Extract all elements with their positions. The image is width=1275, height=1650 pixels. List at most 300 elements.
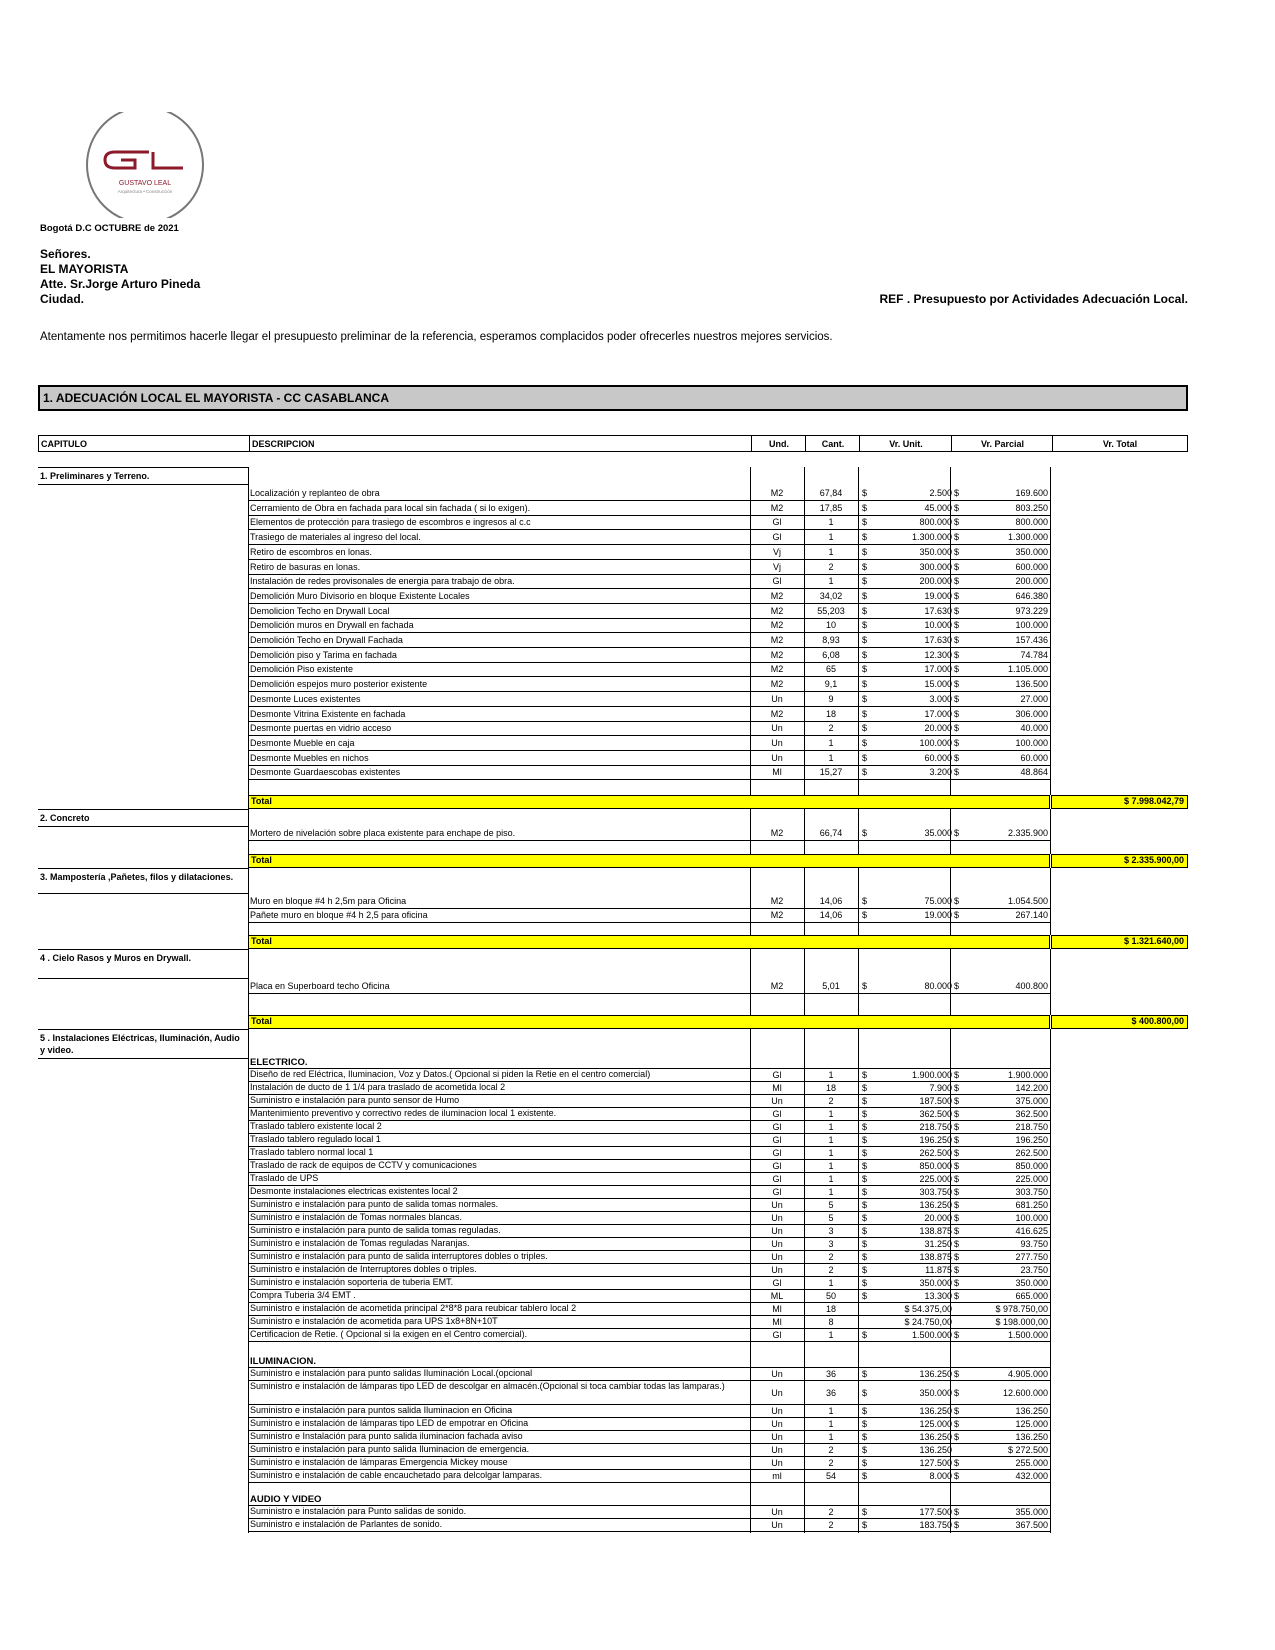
- item-description: Demolición piso y Tarima en fachada: [250, 649, 397, 660]
- item-partial-value: 74.784: [1020, 649, 1048, 660]
- currency-symbol: $: [862, 1369, 868, 1379]
- item-quantity: 17,85: [819, 502, 843, 513]
- currency-symbol: $: [862, 1083, 868, 1093]
- item-unit: Un: [771, 1432, 783, 1442]
- item-partial-value: 267.140: [1015, 910, 1048, 920]
- item-quantity: 1: [828, 1419, 834, 1429]
- item-unit-value: 200.000: [919, 576, 952, 587]
- item-quantity: 34,02: [819, 590, 843, 601]
- item-unit: Un: [771, 693, 783, 704]
- item-partial-value: 432.000: [1015, 1471, 1048, 1481]
- item-quantity: 2: [828, 1445, 834, 1455]
- item-description: Suministro e instalación de Parlantes de sonido.: [250, 1519, 443, 1529]
- item-quantity: 2: [828, 1252, 834, 1262]
- item-partial-value: 1.105.000: [1007, 664, 1048, 675]
- item-description: Desmonte Vitrina Existente en fachada: [250, 708, 406, 719]
- item-quantity: 50: [825, 1291, 836, 1301]
- currency-symbol: $: [954, 1265, 960, 1275]
- city-line: Ciudad.: [40, 292, 84, 306]
- item-partial-value: $ 272.500: [1007, 1445, 1048, 1455]
- currency-symbol: $: [954, 1252, 960, 1262]
- item-description: Suministro e instalación para punto salidas Iluminación Local.(opcional: [250, 1368, 533, 1378]
- currency-symbol: $: [862, 1135, 868, 1145]
- item-unit: M2: [770, 679, 784, 690]
- item-unit-value: 1.300.000: [911, 532, 952, 543]
- currency-symbol: $: [954, 1239, 960, 1249]
- table-row: [248, 560, 1051, 575]
- item-quantity: 1: [828, 1161, 834, 1171]
- item-unit-value: 20.000: [924, 723, 952, 734]
- currency-symbol: $: [862, 620, 868, 631]
- currency-symbol: $: [954, 620, 960, 631]
- item-unit: Gl: [772, 1278, 782, 1288]
- table-row: [248, 1212, 1051, 1225]
- currency-symbol: $: [954, 1135, 960, 1145]
- item-unit: ML: [770, 1291, 784, 1301]
- col-descripcion: DESCRIPCION: [249, 436, 754, 451]
- item-description: Traslado de rack de equipos de CCTV y comunicaciones: [250, 1160, 477, 1170]
- table-row: [248, 515, 1051, 530]
- col-vr-parcial: Vr. Parcial: [951, 436, 1053, 451]
- item-description: Demolicion Techo en Drywall Local: [250, 605, 390, 616]
- item-quantity: 1: [828, 517, 834, 528]
- item-description: Certificacion de Retie. ( Opcional si la exigen en el Centro comercial).: [250, 1329, 528, 1339]
- currency-symbol: $: [862, 1432, 868, 1442]
- item-unit-value: 138.875: [919, 1226, 952, 1236]
- group-header: AUDIO Y VIDEO: [248, 1493, 1051, 1506]
- item-description: Retiro de basuras en lonas.: [250, 561, 361, 572]
- item-unit: Un: [771, 1406, 783, 1416]
- reference-line: REF . Presupuesto por Actividades Adecuación Local.: [879, 292, 1188, 306]
- item-unit-value: 35.000: [924, 828, 952, 838]
- item-quantity: 1: [828, 1174, 834, 1184]
- item-description: Desmonte Luces existentes: [250, 693, 361, 704]
- item-partial-value: 416.625: [1015, 1226, 1048, 1236]
- item-unit-value: 7.900: [929, 1083, 952, 1093]
- currency-symbol: $: [862, 1419, 868, 1429]
- item-partial-value: 218.750: [1015, 1122, 1048, 1132]
- currency-symbol: $: [954, 737, 960, 748]
- item-unit: Gl: [772, 1070, 782, 1080]
- table-row: [248, 721, 1051, 736]
- item-partial-value: 350.000: [1015, 546, 1048, 557]
- table-row: [248, 826, 1051, 841]
- currency-symbol: $: [954, 896, 960, 906]
- currency-symbol: $: [954, 708, 960, 719]
- table-row: [248, 1069, 1051, 1082]
- item-description: Suministro e instalación para punto de salida tomas normales.: [250, 1199, 499, 1209]
- item-unit-value: 80.000: [924, 981, 952, 991]
- currency-symbol: $: [862, 1471, 868, 1481]
- chapter-title: 4 . Cielo Rasos y Muros en Drywall.: [38, 949, 248, 979]
- currency-symbol: $: [862, 1239, 868, 1249]
- item-unit-value: 138.875: [919, 1252, 952, 1262]
- item-unit-value: 136.250: [919, 1406, 952, 1416]
- currency-symbol: $: [862, 1122, 868, 1132]
- table-row: [248, 1405, 1051, 1418]
- item-partial-value: 4.905.000: [1007, 1369, 1048, 1379]
- item-description: Demolición Techo en Drywall Fachada: [250, 635, 403, 645]
- item-unit-value: 127.500: [919, 1458, 952, 1468]
- item-partial-value: 48.864: [1020, 767, 1048, 778]
- item-quantity: 1: [828, 737, 834, 748]
- item-unit-value: 8.000: [929, 1471, 952, 1481]
- item-description: Suministro e instalación para punto sensor de Humo: [250, 1095, 460, 1105]
- item-description: Suministro e instalación de lámparas tipo LED de empotrar en Oficina: [250, 1418, 529, 1428]
- table-row: [248, 1160, 1051, 1173]
- item-partial-value: 850.000: [1015, 1161, 1048, 1171]
- col-cant: Cant.: [805, 436, 860, 451]
- table-row: [248, 1186, 1051, 1199]
- item-partial-value: 1.900.000: [1007, 1070, 1048, 1080]
- item-quantity: 36: [825, 1388, 836, 1398]
- currency-symbol: $: [862, 737, 868, 748]
- currency-symbol: $: [862, 1096, 868, 1106]
- item-unit: Un: [771, 1458, 783, 1468]
- item-unit: Gl: [772, 1135, 782, 1145]
- item-unit: Gl: [772, 532, 782, 543]
- item-unit: Ml: [772, 1083, 782, 1093]
- item-partial-value: 225.000: [1015, 1174, 1048, 1184]
- item-partial-value: 803.250: [1015, 502, 1048, 513]
- chapter-total-value: $ 2.335.900,00: [1051, 854, 1188, 868]
- currency-symbol: $: [954, 488, 960, 498]
- item-partial-value: 169.600: [1015, 488, 1048, 498]
- col-vr-unit: Vr. Unit.: [859, 436, 952, 451]
- item-description: Suministro e instalación soporteria de tuberia EMT.: [250, 1277, 454, 1287]
- item-unit-value: 800.000: [919, 517, 952, 528]
- item-quantity: 54: [825, 1471, 836, 1481]
- item-unit-value: 136.250: [919, 1432, 952, 1442]
- item-unit: Gl: [772, 1122, 782, 1132]
- item-unit-value: 3.200: [929, 767, 952, 778]
- item-description: Diseño de red Eléctrica, Iluminacion, Voz y Datos.( Opcional si piden la Retie en el centro comercial): [250, 1069, 651, 1079]
- table-row: [248, 1316, 1051, 1329]
- item-unit: M2: [770, 828, 784, 838]
- currency-symbol: $: [862, 1278, 868, 1288]
- chapter-total-value: $ 1.321.640,00: [1051, 935, 1188, 949]
- item-unit: Un: [771, 1252, 783, 1262]
- table-row: [248, 1082, 1051, 1095]
- table-row: [248, 1147, 1051, 1160]
- item-description: Demolición espejos muro posterior existente: [250, 679, 428, 690]
- item-unit: Un: [771, 752, 783, 763]
- item-description: Instalación de redes provisonales de energia para trabajo de obra.: [250, 576, 515, 587]
- item-unit: Vj: [772, 561, 781, 572]
- table-row: [248, 1290, 1051, 1303]
- currency-symbol: $: [862, 1388, 868, 1398]
- item-quantity: 2: [828, 1458, 834, 1468]
- item-unit-value: 218.750: [919, 1122, 952, 1132]
- item-quantity: 2: [828, 1507, 834, 1517]
- item-partial-value: 100.000: [1015, 1213, 1048, 1223]
- table-row: [248, 765, 1051, 780]
- item-quantity: 1: [828, 1432, 834, 1442]
- currency-symbol: $: [954, 1083, 960, 1093]
- table-row: [248, 1368, 1051, 1381]
- item-partial-value: 255.000: [1015, 1458, 1048, 1468]
- item-description: Pañete muro en bloque #4 h 2,5 para oficina: [250, 910, 428, 920]
- item-partial-value: 1.500.000: [1007, 1330, 1048, 1340]
- item-quantity: 1: [828, 1109, 834, 1119]
- currency-symbol: $: [954, 828, 960, 838]
- item-unit-value: 20.000: [924, 1213, 952, 1223]
- table-row: [248, 1470, 1051, 1483]
- item-description: Suministro e instalación de acometida para UPS 1x8+8N+10T: [250, 1316, 498, 1326]
- currency-symbol: $: [954, 693, 960, 704]
- item-description: Suministro e instalación de lámparas tipo LED de descolgar en almacén.(Opcional si toca cambiar todas las lamparas.): [250, 1381, 725, 1391]
- currency-symbol: $: [862, 561, 868, 572]
- salutation: Señores.: [40, 247, 91, 261]
- item-unit: Un: [771, 1213, 783, 1223]
- table-row: [248, 1225, 1051, 1238]
- item-unit: M2: [770, 981, 784, 991]
- currency-symbol: $: [862, 649, 868, 660]
- item-partial-value: $ 198.000,00: [995, 1317, 1048, 1327]
- item-unit: Un: [771, 1419, 783, 1429]
- company-logo: [85, 112, 205, 218]
- currency-symbol: $: [954, 1291, 960, 1301]
- item-unit: Gl: [772, 1161, 782, 1171]
- item-unit: M2: [770, 708, 784, 719]
- currency-symbol: $: [954, 752, 960, 763]
- item-unit: ml: [772, 1471, 782, 1481]
- item-quantity: 3: [828, 1226, 834, 1236]
- table-row: [248, 908, 1051, 923]
- item-quantity: 1: [828, 1187, 834, 1197]
- currency-symbol: $: [862, 828, 868, 838]
- currency-symbol: $: [954, 1148, 960, 1158]
- item-partial-value: 136.250: [1015, 1432, 1048, 1442]
- chapter-total-label: Total: [248, 1015, 1050, 1029]
- item-unit: Un: [771, 1520, 783, 1530]
- item-partial-value: 1.300.000: [1007, 532, 1048, 543]
- chapter-total-value: $ 400.800,00: [1051, 1015, 1188, 1029]
- item-partial-value: 367.500: [1015, 1520, 1048, 1530]
- item-unit-value: 100.000: [919, 737, 952, 748]
- item-description: Suministro e instalación para punto salida Iluminacion de emergencia.: [250, 1444, 530, 1454]
- currency-symbol: $: [862, 679, 868, 690]
- currency-symbol: $: [862, 1174, 868, 1184]
- currency-symbol: $: [862, 1187, 868, 1197]
- currency-symbol: $: [954, 1122, 960, 1132]
- item-unit-value: 125.000: [919, 1419, 952, 1429]
- item-unit: Un: [771, 1369, 783, 1379]
- item-partial-value: 157.436: [1015, 635, 1048, 645]
- item-quantity: 1: [828, 546, 834, 557]
- item-description: Suministro e instalación para punto de salida interruptores dobles o triples.: [250, 1251, 548, 1261]
- currency-symbol: $: [862, 767, 868, 778]
- item-unit-value: 300.000: [919, 561, 952, 572]
- item-partial-value: 1.054.500: [1007, 896, 1048, 906]
- item-quantity: 1: [828, 1148, 834, 1158]
- currency-symbol: $: [954, 1388, 960, 1398]
- item-quantity: 2: [828, 561, 834, 572]
- table-row: [248, 648, 1051, 663]
- table-row: [248, 736, 1051, 751]
- item-unit-value: 177.500: [919, 1507, 952, 1517]
- item-unit-value: 31.250: [924, 1239, 952, 1249]
- item-description: Suministro e instalación de Tomas normales blancas.: [250, 1212, 462, 1222]
- item-description: Traslado tablero existente local 2: [250, 1121, 382, 1131]
- currency-symbol: $: [954, 649, 960, 660]
- item-quantity: 5: [828, 1213, 834, 1223]
- item-unit: Vj: [772, 546, 781, 557]
- currency-symbol: $: [954, 1432, 960, 1442]
- item-partial-value: 681.250: [1015, 1200, 1048, 1210]
- table-row: [248, 1431, 1051, 1444]
- item-partial-value: 646.380: [1015, 590, 1048, 601]
- item-description: Muro en bloque #4 h 2,5m para Oficina: [250, 896, 407, 906]
- item-partial-value: 12.600.000: [1002, 1388, 1048, 1398]
- currency-symbol: $: [954, 1187, 960, 1197]
- item-unit-value: $ 24.750,00: [904, 1317, 952, 1327]
- client-name: EL MAYORISTA: [40, 262, 129, 276]
- currency-symbol: $: [862, 546, 868, 557]
- table-row: [248, 604, 1051, 619]
- table-row: [248, 1108, 1051, 1121]
- col-vr-total: Vr. Total: [1052, 436, 1187, 451]
- item-unit-value: 60.000: [924, 752, 952, 763]
- item-description: Placa en Superboard techo Oficina: [250, 981, 390, 991]
- item-unit: M2: [770, 590, 784, 601]
- item-description: Retiro de escombros en lonas.: [250, 546, 373, 557]
- table-row: [248, 677, 1051, 692]
- item-unit: M2: [770, 502, 784, 513]
- currency-symbol: $: [862, 693, 868, 704]
- item-unit-value: 19.000: [924, 910, 952, 920]
- currency-symbol: $: [862, 664, 868, 675]
- item-quantity: 1: [828, 1135, 834, 1145]
- currency-symbol: $: [954, 1278, 960, 1288]
- currency-symbol: $: [954, 1406, 960, 1416]
- currency-symbol: $: [862, 896, 868, 906]
- item-partial-value: $ 978.750,00: [995, 1304, 1048, 1314]
- item-quantity: 1: [828, 1278, 834, 1288]
- item-unit: Un: [771, 1200, 783, 1210]
- item-quantity: 15,27: [819, 767, 843, 778]
- item-description: Suministro e instalación de lámparas Emergencia Mickey mouse: [250, 1457, 508, 1467]
- currency-symbol: $: [954, 590, 960, 601]
- item-partial-value: 142.200: [1015, 1083, 1048, 1093]
- item-partial-value: 40.000: [1020, 723, 1048, 734]
- currency-symbol: $: [862, 1265, 868, 1275]
- item-unit: Un: [771, 1265, 783, 1275]
- item-unit: Un: [771, 737, 783, 748]
- letter-date: Bogotá D.C OCTUBRE de 2021: [40, 223, 179, 234]
- item-unit: Gl: [772, 1148, 782, 1158]
- currency-symbol: $: [954, 1507, 960, 1517]
- item-quantity: 14,06: [819, 896, 843, 906]
- table-row: [248, 1457, 1051, 1470]
- item-unit: M2: [770, 649, 784, 660]
- col-und: Und.: [751, 436, 806, 451]
- currency-symbol: $: [954, 605, 960, 616]
- item-quantity: 6,08: [822, 649, 840, 660]
- item-unit: M2: [770, 605, 784, 616]
- item-partial-value: 400.800: [1015, 981, 1048, 991]
- item-unit-value: 1.900.000: [911, 1070, 952, 1080]
- item-unit-value: 350.000: [919, 1278, 952, 1288]
- currency-symbol: $: [954, 1070, 960, 1080]
- currency-symbol: $: [954, 1471, 960, 1481]
- item-quantity: 1: [828, 1330, 834, 1340]
- currency-symbol: $: [862, 590, 868, 601]
- currency-symbol: $: [862, 708, 868, 719]
- currency-symbol: $: [954, 1096, 960, 1106]
- item-description: Suministro e instalación para Punto salidas de sonido.: [250, 1506, 467, 1516]
- item-unit: Gl: [772, 1174, 782, 1184]
- column-header-row: [38, 435, 1188, 452]
- currency-symbol: $: [862, 488, 868, 498]
- item-unit-value: 17.630: [924, 605, 952, 616]
- item-description: Cerramiento de Obra en fachada para local sin fachada ( si lo exigen).: [250, 502, 531, 513]
- item-quantity: 10: [825, 620, 836, 631]
- item-unit-value: 75.000: [924, 896, 952, 906]
- item-description: Suministro e Instalación para punto salida iluminacion fachada aviso: [250, 1431, 523, 1441]
- item-description: Desmonte Mueble en caja: [250, 737, 355, 748]
- currency-symbol: $: [954, 561, 960, 572]
- item-unit-value: 19.000: [924, 590, 952, 601]
- currency-symbol: $: [862, 1200, 868, 1210]
- item-quantity: 8: [828, 1317, 834, 1327]
- item-unit-value: 11.875: [925, 1265, 952, 1275]
- item-unit-value: 15.000: [924, 679, 952, 690]
- item-quantity: 9: [828, 693, 834, 704]
- item-description: Desmonte Guardaescobas existentes: [250, 767, 401, 778]
- table-row: [248, 618, 1051, 633]
- item-quantity: 2: [828, 723, 834, 734]
- item-unit: M2: [770, 910, 784, 920]
- item-quantity: 36: [825, 1369, 836, 1379]
- item-unit: M2: [770, 896, 784, 906]
- currency-symbol: $: [862, 576, 868, 587]
- currency-symbol: $: [862, 981, 868, 991]
- chapter-title: 5 . Instalaciones Eléctricas, Iluminación, Audio y video.: [38, 1029, 248, 1059]
- item-unit: Ml: [772, 1317, 782, 1327]
- item-partial-value: 600.000: [1015, 561, 1048, 572]
- item-unit: Un: [771, 1507, 783, 1517]
- item-quantity: 55,203: [817, 605, 845, 616]
- item-unit-value: 2.500: [929, 488, 952, 498]
- item-partial-value: 665.000: [1015, 1291, 1048, 1301]
- currency-symbol: $: [862, 1507, 868, 1517]
- item-description: Desmonte Muebles en nichos: [250, 752, 369, 763]
- item-unit: M2: [770, 664, 784, 675]
- currency-symbol: $: [954, 1369, 960, 1379]
- item-unit-value: 13.300: [924, 1291, 952, 1301]
- table-row: [248, 1121, 1051, 1134]
- table-row: [248, 1277, 1051, 1290]
- currency-symbol: $: [954, 1226, 960, 1236]
- table-row: [248, 692, 1051, 707]
- item-unit: Gl: [772, 1330, 782, 1340]
- currency-symbol: $: [954, 546, 960, 557]
- currency-symbol: $: [862, 1406, 868, 1416]
- table-row: [248, 486, 1051, 501]
- item-unit-value: 136.250: [919, 1200, 952, 1210]
- currency-symbol: $: [862, 1252, 868, 1262]
- item-partial-value: 100.000: [1015, 737, 1048, 748]
- table-row: [248, 1418, 1051, 1431]
- item-description: Suministro e instalación de acometida principal 2*8*8 para reubicar tablero local 2: [250, 1303, 577, 1313]
- item-quantity: 9,1: [824, 679, 838, 690]
- group-header: ELECTRICO.: [248, 1056, 1051, 1069]
- item-description: Desmonte instalaciones electricas existentes local 2: [250, 1186, 458, 1196]
- table-row: [248, 501, 1051, 516]
- table-row: [248, 1444, 1051, 1457]
- item-quantity: 1: [828, 1070, 834, 1080]
